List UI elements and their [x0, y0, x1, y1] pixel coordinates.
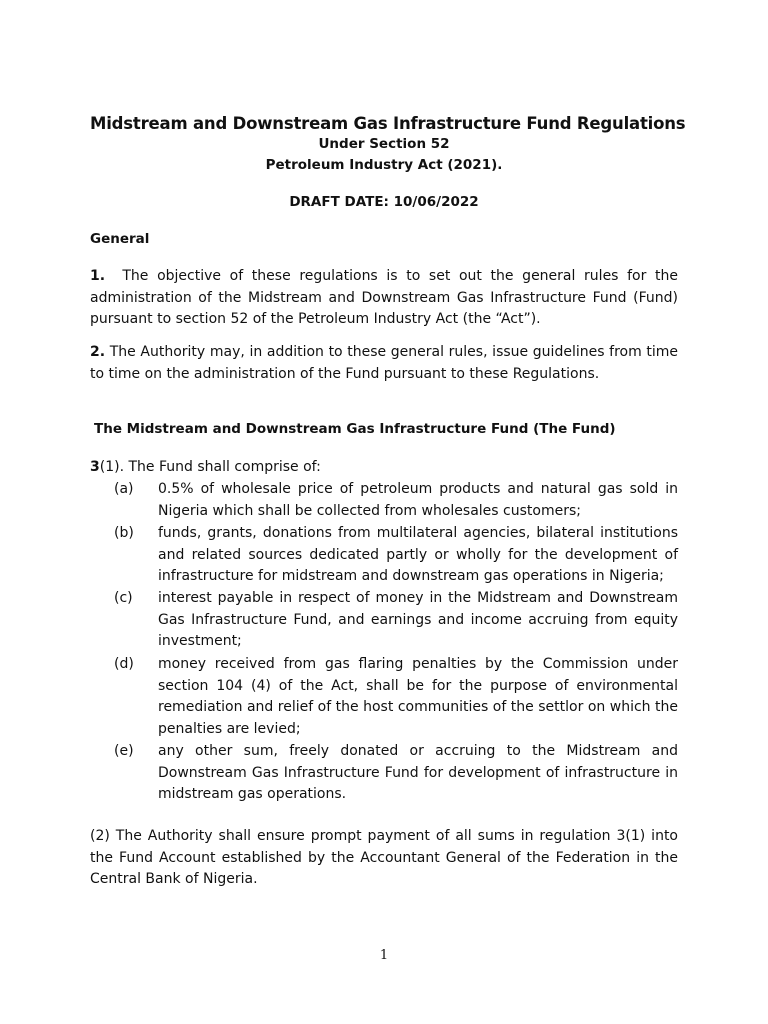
paragraph-1-number: 1. [90, 268, 106, 284]
paragraph-2-text: The Authority may, in addition to these general rules, issue guidelines from time to time on the administration of the Fund pursuant to these Regulations. [90, 344, 679, 382]
paragraph-3-2: (2) The Authority shall ensure prompt payment of all sums in regulation 3(1) into the Fund Account established by the Accountant General of the Federation in the Central Bank of Nigeria. [90, 828, 678, 887]
document-page [90, 0, 686, 1024]
document-subtitle-section: Under Section 52 [318, 136, 450, 152]
section-heading-fund: The Midstream and Downstream Gas Infrastructure Fund (The Fund) [94, 421, 616, 437]
list-item-label: (d) [114, 656, 134, 672]
paragraph-3 [90, 457, 678, 479]
paragraph-3-number: 3 [90, 459, 100, 475]
page-number: 1 [379, 948, 389, 963]
list-item-text: funds, grants, donations from multilateral agencies, bilateral institutions and related sources dedicated partly or wholly for the development of infrastructure for midstream and downstream gas operations in Nigeria; [158, 525, 678, 584]
list-item-label: (c) [114, 590, 133, 606]
list-item-text: 0.5% of wholesale price of petroleum products and natural gas sold in Nigeria which shall be collected from wholesales customers; [158, 481, 678, 519]
list-item-text: money received from gas flaring penalties by the Commission under section 104 (4) of the Act, shall be for the purpose of environmental remediation and relief of the host communities of the settlor on which the penalties are levied; [158, 656, 678, 737]
section-heading-general: General [90, 231, 150, 247]
paragraph-2-number: 2. [90, 344, 106, 360]
list-item-text: any other sum, freely donated or accruing to the Midstream and Downstream Gas Infrastructure Fund for development of infrastructure in midstream gas operations. [158, 743, 678, 802]
list-item-label: (a) [114, 481, 134, 497]
paragraph-2 [90, 342, 678, 385]
list-item-label: (e) [114, 743, 134, 759]
document-title: Midstream and Downstream Gas Infrastructure Fund Regulations [90, 114, 686, 133]
paragraph-1 [90, 266, 678, 331]
paragraph-1-text: The objective of these regulations is to set out the general rules for the administration of the Midstream and Downstream Gas Infrastructure Fund (Fund) pursuant to section 52 of the Petroleum Industry Act (the “Act”). [90, 268, 679, 327]
draft-date: DRAFT DATE: 10/06/2022 [289, 194, 479, 210]
document-subtitle-act: Petroleum Industry Act (2021). [265, 157, 503, 173]
list-item-label: (b) [114, 525, 134, 541]
paragraph-3-text: (1). The Fund shall comprise of: [99, 459, 321, 475]
list-item-text: interest payable in respect of money in the Midstream and Downstream Gas Infrastructure Fund, and earnings and income accruing from equity investment; [158, 590, 678, 649]
